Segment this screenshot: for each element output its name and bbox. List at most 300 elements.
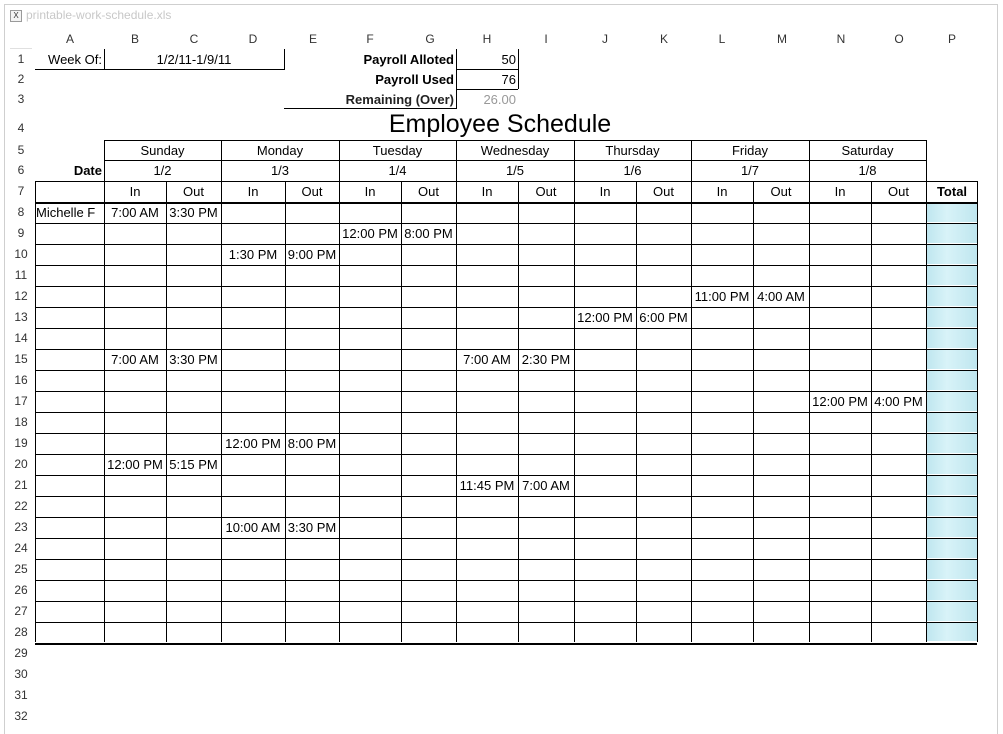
shift-out-cell[interactable]: [401, 286, 456, 307]
shift-in-cell[interactable]: [809, 202, 871, 223]
shift-in-cell[interactable]: [809, 433, 871, 454]
shift-in-cell[interactable]: [574, 601, 636, 622]
shift-in-cell[interactable]: [691, 517, 753, 538]
shift-out-cell[interactable]: [871, 580, 926, 601]
shift-out-cell[interactable]: [401, 244, 456, 265]
shift-out-cell[interactable]: [518, 517, 574, 538]
shift-out-cell[interactable]: [401, 433, 456, 454]
shift-out-cell[interactable]: [871, 559, 926, 580]
shift-in-cell[interactable]: [691, 580, 753, 601]
total-cell[interactable]: [927, 559, 977, 580]
row-header-20[interactable]: 20: [14, 457, 28, 471]
column-header-O[interactable]: O: [894, 32, 904, 46]
shift-in-cell[interactable]: [809, 265, 871, 286]
shift-in-cell[interactable]: [809, 307, 871, 328]
column-header-P[interactable]: P: [947, 32, 956, 46]
shift-out-cell[interactable]: [871, 307, 926, 328]
shift-out-cell[interactable]: [285, 412, 339, 433]
shift-out-cell[interactable]: [401, 601, 456, 622]
total-cell[interactable]: [927, 538, 977, 559]
shift-out-cell[interactable]: [518, 559, 574, 580]
shift-out-cell[interactable]: [871, 349, 926, 370]
shift-out-cell[interactable]: [166, 622, 221, 643]
shift-out-cell[interactable]: [518, 496, 574, 517]
shift-in-cell[interactable]: [221, 202, 285, 223]
shift-in-cell[interactable]: [104, 307, 166, 328]
shift-out-cell[interactable]: [636, 517, 691, 538]
total-cell[interactable]: [927, 622, 977, 643]
shift-out-cell[interactable]: [518, 538, 574, 559]
row-header-22[interactable]: 22: [14, 499, 28, 513]
shift-in-cell[interactable]: [809, 454, 871, 475]
shift-in-cell[interactable]: [574, 412, 636, 433]
select-all-corner[interactable]: [10, 30, 32, 49]
shift-in-cell[interactable]: [691, 370, 753, 391]
shift-out-cell[interactable]: [285, 475, 339, 496]
shift-in-cell[interactable]: [574, 202, 636, 223]
shift-in-cell[interactable]: [456, 286, 518, 307]
shift-in-cell[interactable]: [691, 454, 753, 475]
shift-in-cell[interactable]: [456, 370, 518, 391]
shift-out-cell[interactable]: [285, 601, 339, 622]
shift-in-cell[interactable]: [691, 538, 753, 559]
shift-out-cell[interactable]: 3:30 PM: [169, 352, 218, 367]
shift-out-cell[interactable]: [636, 286, 691, 307]
shift-in-cell[interactable]: [691, 244, 753, 265]
shift-in-cell[interactable]: [456, 412, 518, 433]
shift-in-cell[interactable]: [339, 370, 401, 391]
shift-out-cell[interactable]: [753, 370, 809, 391]
shift-out-cell[interactable]: [871, 370, 926, 391]
row-header-5[interactable]: 5: [17, 143, 25, 157]
shift-out-cell[interactable]: [636, 622, 691, 643]
shift-out-cell[interactable]: [285, 202, 339, 223]
shift-in-cell[interactable]: [104, 244, 166, 265]
shift-in-cell[interactable]: [691, 223, 753, 244]
shift-out-cell[interactable]: [518, 286, 574, 307]
total-cell[interactable]: [927, 454, 977, 475]
shift-in-cell[interactable]: [456, 307, 518, 328]
shift-out-cell[interactable]: 4:00 AM: [757, 289, 805, 304]
shift-in-cell[interactable]: [809, 223, 871, 244]
shift-in-cell[interactable]: [456, 538, 518, 559]
shift-out-cell[interactable]: [753, 538, 809, 559]
shift-out-cell[interactable]: [518, 433, 574, 454]
shift-out-cell[interactable]: [636, 454, 691, 475]
row-header-32[interactable]: 32: [14, 709, 28, 723]
shift-in-cell[interactable]: [456, 601, 518, 622]
shift-out-cell[interactable]: [518, 244, 574, 265]
shift-out-cell[interactable]: [285, 559, 339, 580]
row-header-7[interactable]: 7: [17, 184, 25, 198]
shift-out-cell[interactable]: [166, 244, 221, 265]
total-cell[interactable]: [927, 580, 977, 601]
shift-in-cell[interactable]: [104, 496, 166, 517]
row-header-11[interactable]: 11: [14, 268, 28, 282]
shift-out-cell[interactable]: [753, 412, 809, 433]
total-cell[interactable]: [927, 496, 977, 517]
shift-in-cell[interactable]: 11:00 PM: [694, 289, 750, 304]
shift-out-cell[interactable]: [285, 580, 339, 601]
shift-out-cell[interactable]: [401, 307, 456, 328]
shift-in-cell[interactable]: [221, 412, 285, 433]
shift-out-cell[interactable]: [871, 202, 926, 223]
shift-in-cell[interactable]: [104, 622, 166, 643]
shift-in-cell[interactable]: 7:00 AM: [463, 352, 511, 367]
shift-out-cell[interactable]: [753, 496, 809, 517]
column-header-M[interactable]: M: [777, 32, 787, 46]
shift-in-cell[interactable]: [339, 454, 401, 475]
row-header-21[interactable]: 21: [14, 478, 28, 492]
shift-out-cell[interactable]: [166, 412, 221, 433]
row-header-13[interactable]: 13: [14, 310, 28, 324]
shift-in-cell[interactable]: [809, 517, 871, 538]
shift-out-cell[interactable]: [636, 370, 691, 391]
total-cell[interactable]: [927, 244, 977, 265]
shift-in-cell[interactable]: [809, 538, 871, 559]
shift-in-cell[interactable]: [221, 538, 285, 559]
shift-out-cell[interactable]: [636, 265, 691, 286]
row-header-18[interactable]: 18: [14, 415, 28, 429]
shift-in-cell[interactable]: 10:00 AM: [225, 520, 281, 535]
shift-out-cell[interactable]: [285, 496, 339, 517]
total-cell[interactable]: [927, 307, 977, 328]
shift-in-cell[interactable]: [809, 601, 871, 622]
column-header-G[interactable]: G: [425, 32, 435, 46]
shift-out-cell[interactable]: [753, 454, 809, 475]
shift-out-cell[interactable]: [518, 391, 574, 412]
row-header-15[interactable]: 15: [14, 352, 28, 366]
shift-in-cell[interactable]: [221, 391, 285, 412]
row-header-16[interactable]: 16: [14, 373, 28, 387]
shift-out-cell[interactable]: [871, 475, 926, 496]
shift-out-cell[interactable]: [753, 433, 809, 454]
shift-out-cell[interactable]: [285, 286, 339, 307]
shift-out-cell[interactable]: [166, 559, 221, 580]
shift-in-cell[interactable]: [574, 580, 636, 601]
shift-in-cell[interactable]: [691, 391, 753, 412]
total-cell[interactable]: [927, 412, 977, 433]
shift-in-cell[interactable]: [339, 622, 401, 643]
shift-in-cell[interactable]: [221, 265, 285, 286]
row-header-6[interactable]: 6: [17, 163, 25, 177]
row-header-10[interactable]: 10: [14, 247, 28, 261]
shift-in-cell[interactable]: [104, 370, 166, 391]
shift-in-cell[interactable]: [339, 244, 401, 265]
shift-out-cell[interactable]: [166, 601, 221, 622]
shift-in-cell[interactable]: [456, 559, 518, 580]
total-cell[interactable]: [927, 370, 977, 391]
shift-in-cell[interactable]: [456, 433, 518, 454]
shift-in-cell[interactable]: [574, 517, 636, 538]
shift-in-cell[interactable]: [221, 622, 285, 643]
shift-in-cell[interactable]: [221, 475, 285, 496]
shift-in-cell[interactable]: [691, 601, 753, 622]
column-header-F[interactable]: F: [366, 32, 374, 46]
shift-out-cell[interactable]: [636, 391, 691, 412]
shift-in-cell[interactable]: [221, 454, 285, 475]
shift-out-cell[interactable]: [636, 433, 691, 454]
shift-in-cell[interactable]: [809, 412, 871, 433]
shift-out-cell[interactable]: [753, 265, 809, 286]
shift-in-cell[interactable]: [574, 433, 636, 454]
shift-in-cell[interactable]: [574, 559, 636, 580]
total-cell[interactable]: [927, 328, 977, 349]
shift-out-cell[interactable]: [871, 622, 926, 643]
shift-in-cell[interactable]: [809, 244, 871, 265]
shift-in-cell[interactable]: [221, 496, 285, 517]
week-of-value[interactable]: 1/2/11-1/9/11: [156, 52, 232, 67]
shift-out-cell[interactable]: [636, 475, 691, 496]
shift-in-cell[interactable]: [691, 559, 753, 580]
shift-out-cell[interactable]: [518, 601, 574, 622]
shift-in-cell[interactable]: [691, 307, 753, 328]
shift-in-cell[interactable]: [691, 202, 753, 223]
row-header-4[interactable]: 4: [17, 121, 25, 135]
shift-in-cell[interactable]: [691, 622, 753, 643]
column-header-L[interactable]: L: [718, 32, 726, 46]
shift-out-cell[interactable]: [401, 454, 456, 475]
shift-out-cell[interactable]: [166, 538, 221, 559]
employee-name[interactable]: Michelle F: [36, 205, 96, 220]
shift-out-cell[interactable]: [871, 223, 926, 244]
shift-out-cell[interactable]: [871, 244, 926, 265]
shift-in-cell[interactable]: [809, 370, 871, 391]
shift-in-cell[interactable]: [691, 349, 753, 370]
shift-in-cell[interactable]: [456, 454, 518, 475]
shift-out-cell[interactable]: 9:00 PM: [287, 247, 337, 262]
column-header-E[interactable]: E: [308, 32, 317, 46]
column-header-H[interactable]: H: [482, 32, 492, 46]
shift-in-cell[interactable]: [104, 517, 166, 538]
shift-in-cell[interactable]: [456, 328, 518, 349]
column-header-J[interactable]: J: [602, 32, 608, 46]
shift-out-cell[interactable]: [401, 370, 456, 391]
shift-out-cell[interactable]: [518, 307, 574, 328]
row-header-24[interactable]: 24: [14, 541, 28, 555]
shift-out-cell[interactable]: [753, 244, 809, 265]
shift-out-cell[interactable]: [753, 475, 809, 496]
row-header-19[interactable]: 19: [14, 436, 28, 450]
shift-out-cell[interactable]: [401, 202, 456, 223]
shift-out-cell[interactable]: [518, 580, 574, 601]
shift-in-cell[interactable]: [809, 496, 871, 517]
shift-in-cell[interactable]: [456, 622, 518, 643]
shift-in-cell[interactable]: [104, 580, 166, 601]
shift-out-cell[interactable]: [166, 496, 221, 517]
shift-in-cell[interactable]: [574, 475, 636, 496]
shift-in-cell[interactable]: [574, 244, 636, 265]
shift-out-cell[interactable]: 7:00 AM: [522, 478, 570, 493]
column-header-I[interactable]: I: [544, 32, 548, 46]
shift-in-cell[interactable]: [221, 286, 285, 307]
shift-out-cell[interactable]: [871, 265, 926, 286]
shift-in-cell[interactable]: [104, 601, 166, 622]
shift-out-cell[interactable]: [871, 517, 926, 538]
shift-in-cell[interactable]: [574, 538, 636, 559]
shift-out-cell[interactable]: [871, 328, 926, 349]
shift-in-cell[interactable]: 12:00 PM: [342, 226, 398, 241]
row-header-14[interactable]: 14: [14, 331, 28, 345]
shift-in-cell[interactable]: [339, 538, 401, 559]
shift-out-cell[interactable]: [166, 370, 221, 391]
shift-in-cell[interactable]: [339, 349, 401, 370]
shift-out-cell[interactable]: [518, 622, 574, 643]
shift-out-cell[interactable]: 2:30 PM: [521, 352, 571, 367]
shift-out-cell[interactable]: [636, 349, 691, 370]
shift-out-cell[interactable]: [401, 349, 456, 370]
shift-in-cell[interactable]: [221, 370, 285, 391]
shift-in-cell[interactable]: 12:00 PM: [577, 310, 633, 325]
shift-out-cell[interactable]: [518, 223, 574, 244]
shift-out-cell[interactable]: [166, 328, 221, 349]
total-cell[interactable]: [927, 391, 977, 412]
shift-out-cell[interactable]: [166, 391, 221, 412]
row-header-12[interactable]: 12: [14, 289, 28, 303]
shift-out-cell[interactable]: [285, 454, 339, 475]
shift-in-cell[interactable]: [104, 391, 166, 412]
shift-out-cell[interactable]: [285, 223, 339, 244]
total-cell[interactable]: [927, 223, 977, 244]
shift-in-cell[interactable]: [456, 391, 518, 412]
shift-in-cell[interactable]: [104, 223, 166, 244]
shift-in-cell[interactable]: [691, 496, 753, 517]
shift-in-cell[interactable]: [809, 349, 871, 370]
shift-in-cell[interactable]: [574, 223, 636, 244]
shift-in-cell[interactable]: [691, 265, 753, 286]
column-header-D[interactable]: D: [248, 32, 258, 46]
total-cell[interactable]: [927, 265, 977, 286]
shift-out-cell[interactable]: [753, 517, 809, 538]
shift-in-cell[interactable]: 7:00 AM: [111, 352, 159, 367]
shift-out-cell[interactable]: [753, 202, 809, 223]
shift-in-cell[interactable]: [574, 349, 636, 370]
shift-out-cell[interactable]: [636, 496, 691, 517]
shift-out-cell[interactable]: [401, 412, 456, 433]
shift-in-cell[interactable]: [104, 559, 166, 580]
shift-in-cell[interactable]: [574, 328, 636, 349]
row-header-23[interactable]: 23: [14, 520, 28, 534]
shift-in-cell[interactable]: [104, 433, 166, 454]
shift-out-cell[interactable]: [401, 580, 456, 601]
payroll-used-value[interactable]: 76: [501, 72, 516, 87]
shift-out-cell[interactable]: [166, 265, 221, 286]
total-cell[interactable]: [927, 601, 977, 622]
shift-out-cell[interactable]: [636, 328, 691, 349]
row-header-3[interactable]: 3: [17, 92, 25, 106]
shift-in-cell[interactable]: [574, 286, 636, 307]
shift-in-cell[interactable]: [339, 307, 401, 328]
shift-out-cell[interactable]: 8:00 PM: [404, 226, 453, 241]
row-header-28[interactable]: 28: [14, 625, 28, 639]
shift-out-cell[interactable]: [871, 496, 926, 517]
shift-out-cell[interactable]: [401, 475, 456, 496]
shift-in-cell[interactable]: [339, 517, 401, 538]
shift-out-cell[interactable]: [753, 349, 809, 370]
shift-in-cell[interactable]: [339, 286, 401, 307]
total-cell[interactable]: [927, 517, 977, 538]
column-header-K[interactable]: K: [659, 32, 668, 46]
shift-out-cell[interactable]: [636, 412, 691, 433]
shift-in-cell[interactable]: [339, 559, 401, 580]
shift-out-cell[interactable]: [871, 601, 926, 622]
shift-in-cell[interactable]: [574, 265, 636, 286]
shift-in-cell[interactable]: [809, 286, 871, 307]
shift-in-cell[interactable]: [104, 412, 166, 433]
shift-in-cell[interactable]: [339, 391, 401, 412]
shift-out-cell[interactable]: 8:00 PM: [287, 436, 337, 451]
shift-in-cell[interactable]: [221, 328, 285, 349]
shift-out-cell[interactable]: [636, 244, 691, 265]
shift-out-cell[interactable]: [871, 538, 926, 559]
column-header-N[interactable]: N: [836, 32, 846, 46]
shift-in-cell[interactable]: [574, 622, 636, 643]
shift-in-cell[interactable]: [809, 328, 871, 349]
shift-out-cell[interactable]: [636, 202, 691, 223]
shift-in-cell[interactable]: [339, 202, 401, 223]
total-cell[interactable]: [927, 349, 977, 370]
shift-in-cell[interactable]: [221, 580, 285, 601]
shift-in-cell[interactable]: [104, 286, 166, 307]
shift-out-cell[interactable]: [518, 454, 574, 475]
shift-in-cell[interactable]: [104, 328, 166, 349]
shift-in-cell[interactable]: [339, 496, 401, 517]
shift-in-cell[interactable]: [691, 328, 753, 349]
shift-out-cell[interactable]: [753, 307, 809, 328]
shift-in-cell[interactable]: [456, 202, 518, 223]
shift-out-cell[interactable]: [871, 454, 926, 475]
shift-out-cell[interactable]: [636, 559, 691, 580]
shift-in-cell[interactable]: [339, 433, 401, 454]
total-cell[interactable]: [927, 433, 977, 454]
shift-out-cell[interactable]: [518, 412, 574, 433]
shift-out-cell[interactable]: [285, 328, 339, 349]
shift-in-cell[interactable]: [456, 265, 518, 286]
shift-in-cell[interactable]: [809, 622, 871, 643]
shift-out-cell[interactable]: [636, 223, 691, 244]
row-header-26[interactable]: 26: [14, 583, 28, 597]
shift-in-cell[interactable]: [339, 601, 401, 622]
shift-out-cell[interactable]: [401, 559, 456, 580]
shift-out-cell[interactable]: [285, 391, 339, 412]
total-cell[interactable]: [927, 286, 977, 307]
shift-in-cell[interactable]: [809, 559, 871, 580]
shift-in-cell[interactable]: [104, 538, 166, 559]
row-header-31[interactable]: 31: [14, 688, 28, 702]
shift-in-cell[interactable]: [221, 559, 285, 580]
shift-in-cell[interactable]: 7:00 AM: [111, 205, 159, 220]
remaining-value[interactable]: 26.00: [483, 92, 516, 107]
shift-out-cell[interactable]: [401, 496, 456, 517]
shift-in-cell[interactable]: [456, 223, 518, 244]
shift-out-cell[interactable]: [285, 538, 339, 559]
shift-in-cell[interactable]: [574, 496, 636, 517]
shift-in-cell[interactable]: [339, 328, 401, 349]
shift-in-cell[interactable]: [809, 475, 871, 496]
shift-in-cell[interactable]: [221, 223, 285, 244]
shift-out-cell[interactable]: 5:15 PM: [169, 457, 218, 472]
column-header-B[interactable]: B: [130, 32, 139, 46]
payroll-alloted-value[interactable]: 50: [501, 52, 516, 67]
shift-out-cell[interactable]: [166, 286, 221, 307]
total-cell[interactable]: [927, 475, 977, 496]
shift-out-cell[interactable]: [285, 349, 339, 370]
shift-out-cell[interactable]: [636, 538, 691, 559]
shift-out-cell[interactable]: 6:00 PM: [639, 310, 688, 325]
shift-out-cell[interactable]: [636, 580, 691, 601]
shift-in-cell[interactable]: [339, 412, 401, 433]
shift-out-cell[interactable]: [401, 622, 456, 643]
